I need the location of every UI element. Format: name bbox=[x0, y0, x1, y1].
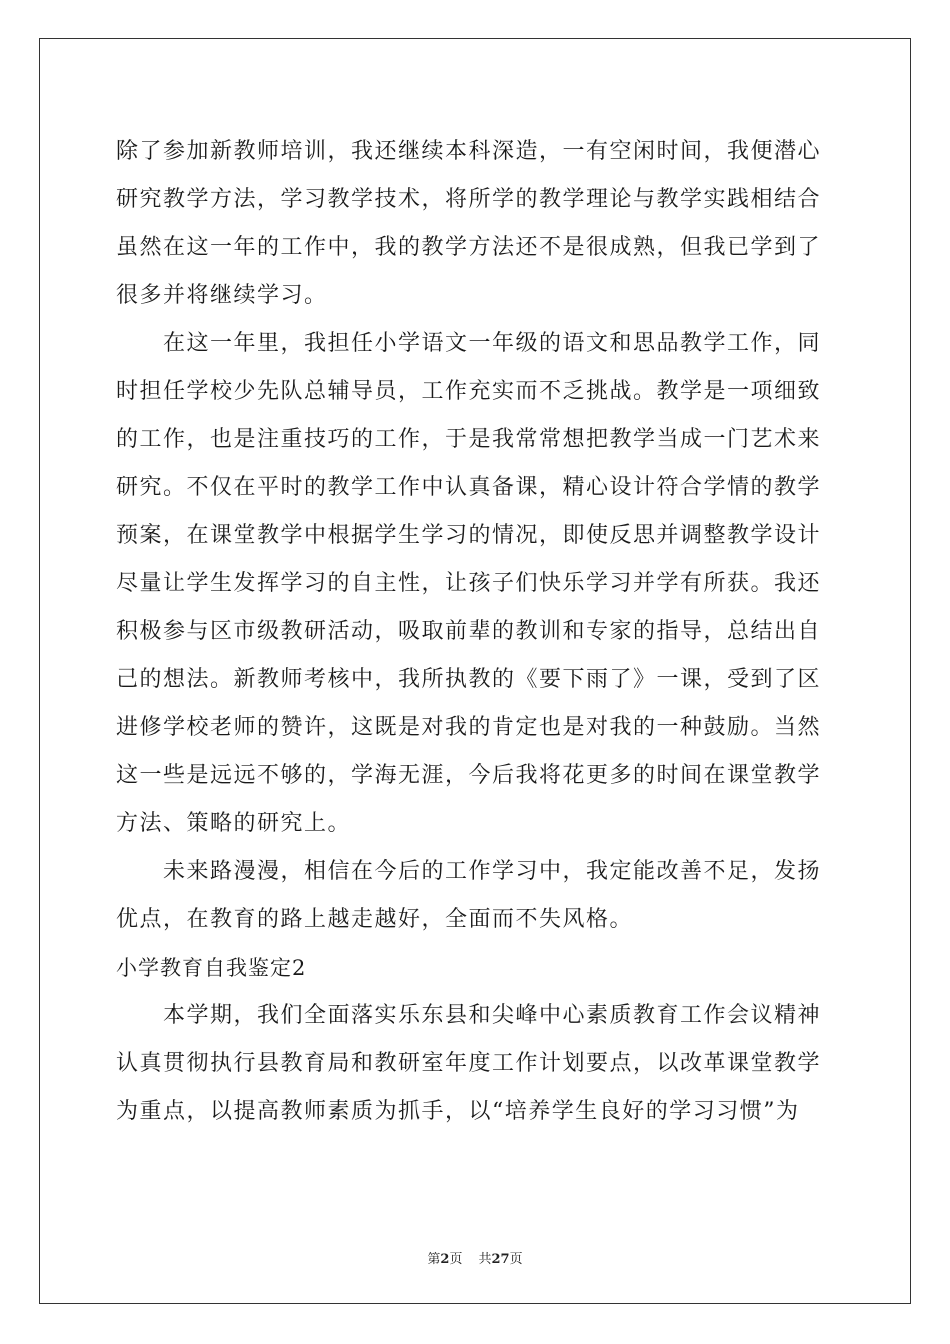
text-line: 进修学校老师的赞许，这既是对我的肯定也是对我的一种鼓励。当然 bbox=[116, 715, 822, 740]
text-line: 己的想法。新教师考核中，我所执教的《要下雨了》一课，受到了区 bbox=[116, 667, 822, 692]
text-line: 预案，在课堂教学中根据学生学习的情况，即使反思并调整教学设计 bbox=[116, 523, 822, 548]
text-line: 为重点，以提高教师素质为抓手，以“培养学生良好的学习习惯”为 bbox=[116, 1099, 800, 1124]
section-heading: 小学教育自我鉴定2 bbox=[116, 956, 307, 980]
text-line: 优点，在教育的路上越走越好，全面而不失风格。 bbox=[116, 907, 634, 932]
text-line: 研究。不仅在平时的教学工作中认真备课，精心设计符合学情的教学 bbox=[116, 475, 822, 500]
text-line: 的工作，也是注重技巧的工作，于是我常常想把教学当成一门艺术来 bbox=[116, 427, 822, 452]
text-line: 时担任学校少先队总辅导员，工作充实而不乏挑战。教学是一项细致 bbox=[116, 379, 822, 404]
text-line: 积极参与区市级教研活动，吸取前辈的教训和专家的指导，总结出自 bbox=[116, 619, 822, 644]
page-footer bbox=[0, 1248, 950, 1267]
text-line: 未来路漫漫，相信在今后的工作学习中，我定能改善不足，发扬 bbox=[116, 859, 822, 884]
text-line: 在这一年里，我担任小学语文一年级的语文和思品教学工作，同 bbox=[116, 331, 822, 356]
text-line: 方法、策略的研究上。 bbox=[116, 811, 352, 836]
total-label-prefix: 共 bbox=[478, 1252, 492, 1267]
page-label-suffix: 页 bbox=[449, 1252, 463, 1267]
document-body bbox=[116, 128, 836, 1136]
text-line: 很多并将继续学习。 bbox=[116, 283, 328, 308]
total-label-suffix: 页 bbox=[509, 1252, 523, 1267]
text-line: 尽量让学生发挥学习的自主性，让孩子们快乐学习并学有所获。我还 bbox=[116, 571, 822, 596]
page-number: 2 bbox=[440, 1252, 450, 1267]
text-line: 虽然在这一年的工作中，我的教学方法还不是很成熟，但我已学到了 bbox=[116, 235, 822, 260]
text-line: 除了参加新教师培训，我还继续本科深造，一有空闲时间，我便潜心 bbox=[116, 139, 822, 164]
text-line: 研究教学方法，学习教学技术，将所学的教学理论与教学实践相结合 bbox=[116, 187, 822, 212]
text-line: 本学期，我们全面落实乐东县和尖峰中心素质教育工作会议精神 bbox=[116, 1003, 822, 1028]
total-pages: 27 bbox=[491, 1252, 510, 1267]
text-line: 认真贯彻执行县教育局和教研室年度工作计划要点，以改革课堂教学 bbox=[116, 1051, 822, 1076]
text-line: 这一些是远远不够的，学海无涯，今后我将花更多的时间在课堂教学 bbox=[116, 763, 822, 788]
page-label-prefix: 第 bbox=[427, 1252, 441, 1267]
